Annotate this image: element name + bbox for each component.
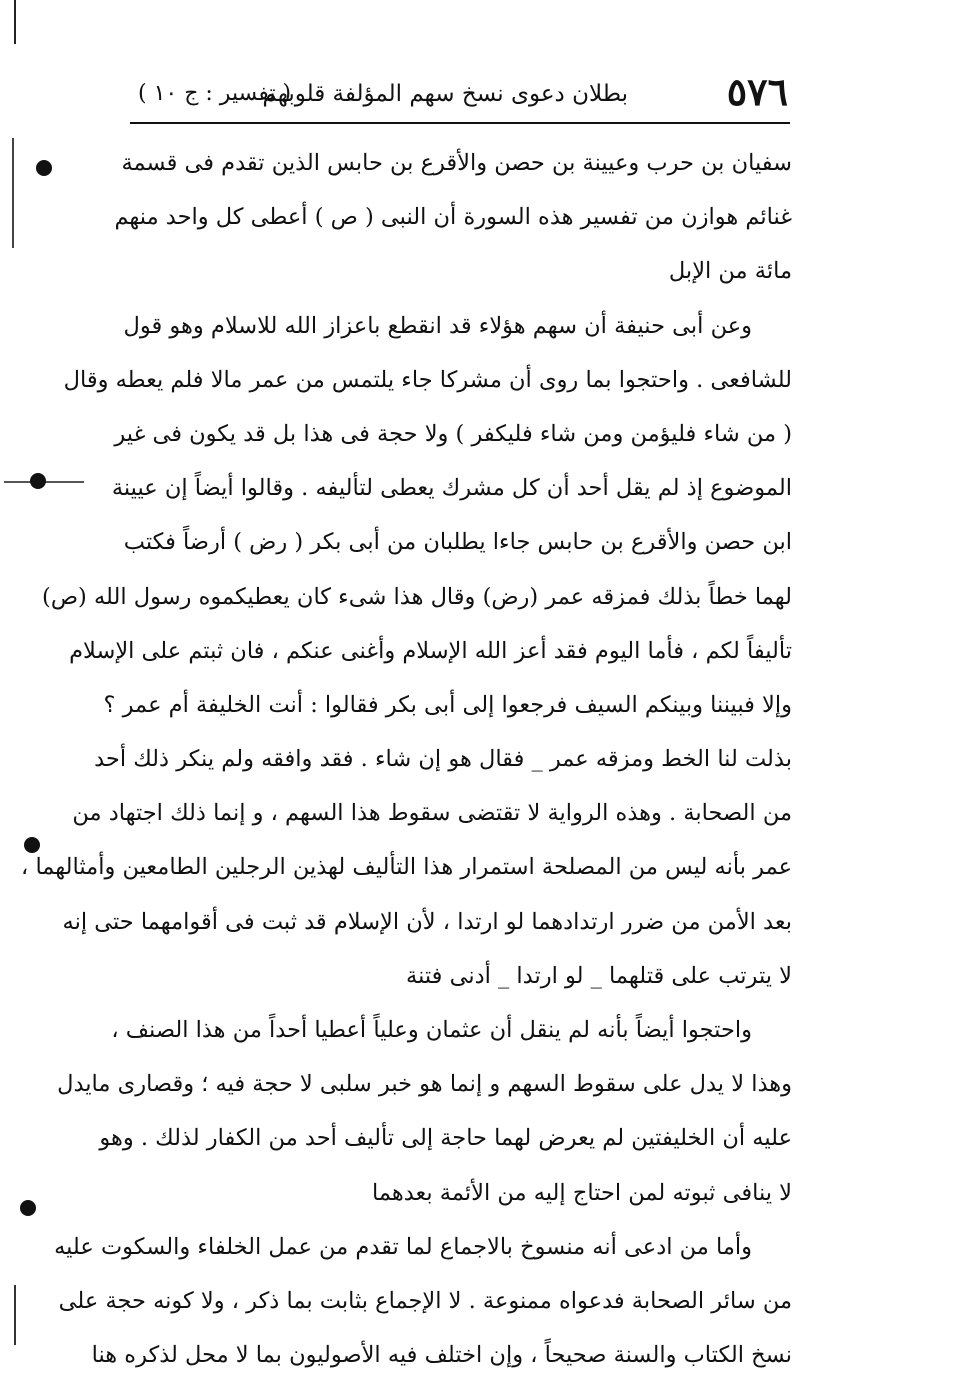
binding-hole-mark <box>30 473 46 489</box>
text-line: عمر بأنه ليس من المصلحة استمرار هذا التأليف لهذين الرجلين الطامعين وأمثالهما ، <box>21 854 792 881</box>
paragraph-first-line: وأما من ادعى أنه منسوخ بالاجماع لما تقدم من عمل الخلفاء والسكوت عليه <box>54 1233 752 1260</box>
text-line: سفيان بن حرب وعيينة بن حصن والأقرع بن حابس الذين تقدم فى قسمة <box>121 150 792 176</box>
text-line: للشافعى . واحتجوا بما روى أن مشركا جاء يلتمس من عمر مالا فلم يعطه وقال <box>63 366 792 393</box>
paragraph-first-line: واحتجوا أيضاً بأنه لم ينقل أن عثمان وعلياً أعطيا أحداً من هذا الصنف ، <box>111 1017 752 1043</box>
text-line: لهما خطاً بذلك فمزقه عمر (رض) وقال هذا شىء كان يعطيكموه رسول الله (ص) <box>42 583 792 610</box>
page-header <box>138 69 788 116</box>
text-line: لا ينافى ثبوته لمن احتاج إليه من الأئمة بعدهما <box>372 1179 792 1206</box>
text-line: غنائم هوازن من تفسير هذه السورة أن النبى ( ص ) أعطى كل واحد منهم <box>114 204 792 231</box>
text-line: نسخ الكتاب والسنة صحيحاً ، وإن اختلف فيه الأصوليون بما لا محل لذكره هنا <box>91 1342 792 1369</box>
text-line: مائة من الإبل <box>668 258 792 285</box>
text-line: بعد الأمن من ضرر ارتدادهما لو ارتدا ، لأن الإسلام قد ثبت فى أقوامهما حتى إنه <box>62 908 792 935</box>
binding-hole-mark <box>36 160 52 176</box>
body-text <box>21 136 792 1382</box>
text-line: ابن حصن والأقرع بن حابس جاءا يطلبان من أبى بكر ( رض ) أرضاً فكتب <box>123 529 792 556</box>
text-line: بذلت لنا الخط ومزقه عمر _ فقال هو إن شاء . فقد وافقه ولم ينكر ذلك أحد <box>94 746 792 773</box>
paragraph-first-line: وعن أبى حنيفة أن سهم هؤلاء قد انقطع باعزاز الله للاسلام وهو قول <box>123 312 752 339</box>
text-line: تأليفاً لكم ، فأما اليوم فقد أعز الله الإسلام وأغنى عنكم ، فان ثبتم على الإسلام <box>69 637 792 664</box>
text-line: عليه أن الخليفتين لم يعرض لهما حاجة إلى تأليف أحد من الكفار لذلك . وهو <box>99 1125 792 1152</box>
volume-label: ( تفسير : ج ١٠ ) <box>138 81 292 106</box>
text-line: من الصحابة . وهذه الرواية لا تقتضى سقوط هذا السهم ، و إنما ذلك اجتهاد من <box>72 800 792 827</box>
page-number: ٥٧٦ <box>726 69 788 114</box>
text-line: من سائر الصحابة فدعواه ممنوعة . لا الإجماع بثابت بما ذكر ، ولا كونه حجة على <box>58 1287 792 1314</box>
header-rule <box>130 122 790 124</box>
text-line: لا يترتب على قتلهما _ لو ارتدا _ أدنى فتنة <box>406 962 792 989</box>
text-line: الموضوع إذ لم يقل أحد أن كل مشرك يعطى لتأليفه . وقالوا أيضاً إن عيينة <box>111 475 792 502</box>
binding-hole-mark <box>20 1200 36 1216</box>
scan-margin-line <box>12 138 14 248</box>
text-line: وإلا فبيننا وبينكم السيف فرجعوا إلى أبى بكر فقالوا : أنت الخليفة أم عمر ؟ <box>103 691 792 718</box>
text-line: ( من شاء فليؤمن ومن شاء فليكفر ) ولا حجة فى هذا بل قد يكون فى غير <box>114 420 792 447</box>
scan-margin-line <box>14 0 16 44</box>
running-title: بطلان دعوى نسخ سهم المؤلفة قلوبهم <box>262 81 628 107</box>
text-line: وهذا لا يدل على سقوط السهم و إنما هو خبر سلبى لا حجة فيه ؛ وقصارى مايدل <box>57 1071 792 1098</box>
scan-margin-line <box>14 1285 16 1345</box>
